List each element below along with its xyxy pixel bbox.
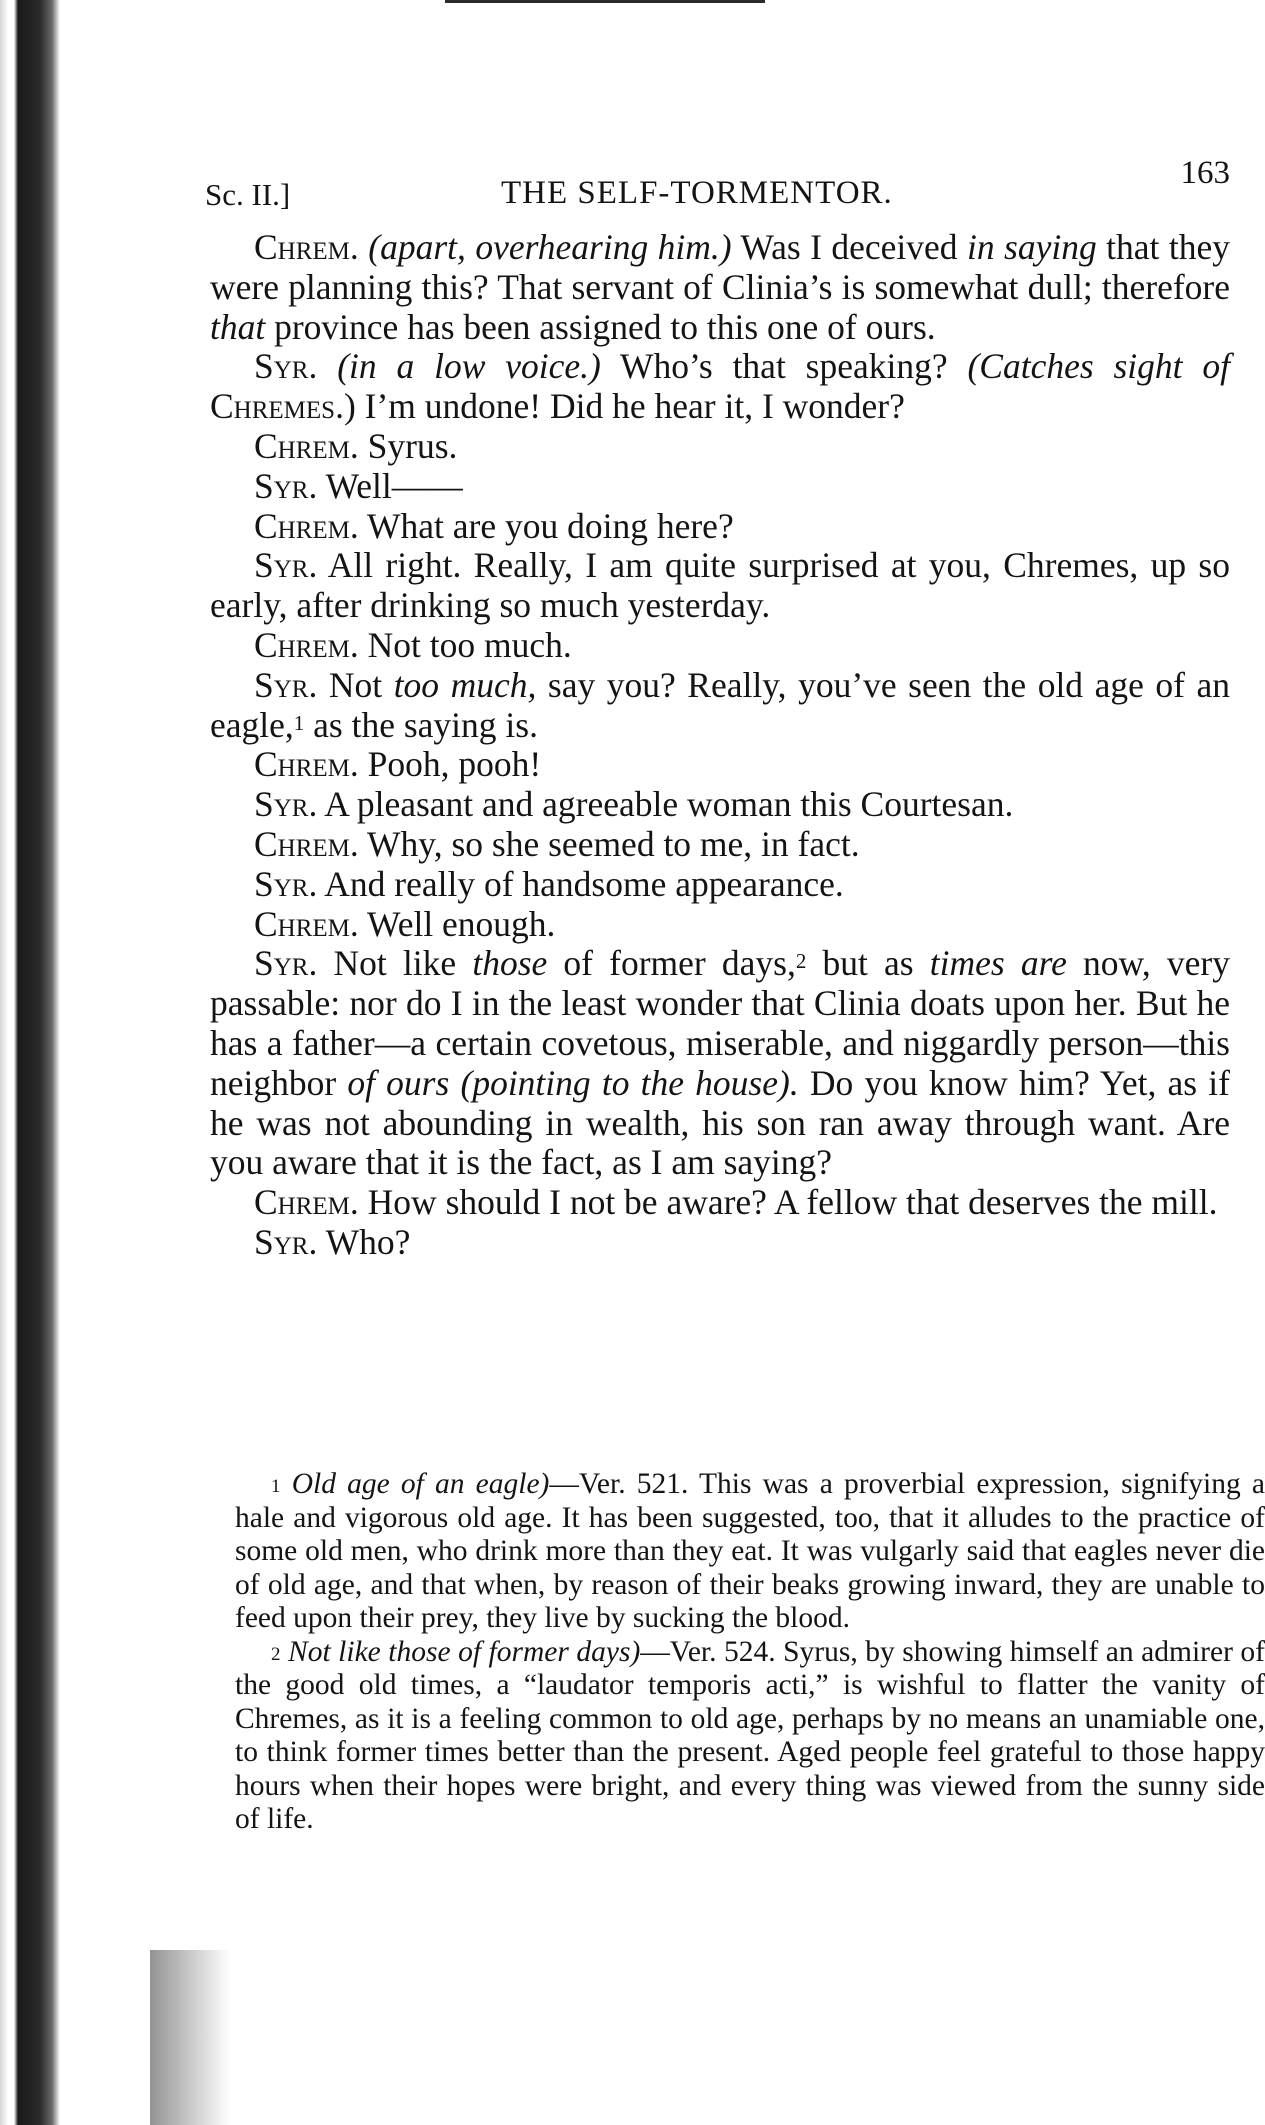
dialogue-line (210, 626, 1230, 666)
text-run (317, 346, 337, 386)
text-run (281, 1468, 292, 1500)
footnote-reference: 1 (293, 710, 305, 735)
speaker-name: Chrem. (254, 505, 359, 546)
running-header (205, 155, 1230, 215)
text-run: Chremes (210, 386, 336, 427)
text-run: Why, so she seemed to me, in fact. (358, 823, 860, 864)
text-run: Syrus. (358, 425, 458, 466)
italic-text: Not like those of former days) (288, 1635, 641, 1668)
footnote (235, 1636, 1265, 1837)
italic-text: Old age of an eagle) (291, 1468, 550, 1500)
italic-text: (apart, overhearing him.) (368, 227, 732, 267)
text-run: but as (806, 943, 930, 984)
text-run: say you? Really, you’ve seen the old age of an eagle, (210, 664, 1231, 745)
text-run: as the saying is. (304, 704, 538, 745)
dialogue-line (210, 666, 1230, 746)
text-run: How should I not be aware? A fellow that deserves the mill. (358, 1182, 1218, 1223)
section-label: Sc. II.] (205, 177, 291, 212)
dialogue-line (210, 1183, 1230, 1223)
italic-text: times are (929, 943, 1067, 984)
italic-text: (pointing to the house). (460, 1062, 799, 1103)
speaker-name: Chrem. (254, 1182, 359, 1223)
gutter-smudge (150, 1950, 230, 2125)
speaker-name: Chrem. (254, 624, 359, 665)
dialogue-line (210, 427, 1230, 467)
book-gutter-shadow (0, 0, 60, 2125)
text-run: Well enough. (358, 903, 556, 944)
speaker-name: Chrem. (254, 227, 359, 267)
italic-text: of ours (347, 1062, 450, 1103)
speaker-name: Chrem. (254, 744, 359, 785)
text-run (359, 227, 368, 267)
dialogue-line (210, 865, 1230, 905)
speaker-name: Chrem. (254, 823, 359, 864)
text-run: Well—— (317, 465, 463, 506)
running-title: THE SELF-TORMENTOR. (501, 175, 893, 211)
text-run: Not too much. (358, 624, 572, 665)
text-run: Was I deceived (731, 227, 967, 267)
speaker-name: Syr. (254, 943, 318, 984)
text-run: —Ver. 521. This was a proverbial expression, signifying a hale and vigorous old age. It has been suggested, too, that it alludes to the practice of some old men, who drink more than they eat. It was vulgarly said that eagles never die of old age, and that when, by reason of their beaks growing inward, they are unable to feed upon their prey, they live by sucking the blood. (235, 1468, 1265, 1634)
dialogue-line (210, 1223, 1230, 1263)
italic-text: in saying (966, 227, 1097, 267)
footnote-mark: 2 (271, 1643, 281, 1665)
speaker-name: Syr. (254, 346, 318, 387)
text-run: A pleasant and agreeable woman this Courtesan. (317, 784, 1014, 825)
text-run: Pooh, pooh! (358, 744, 542, 785)
footnote-mark: 1 (271, 1476, 281, 1497)
text-run: that they were planning this? That servant of Clinia’s is somewhat dull; therefore (210, 227, 1230, 307)
speaker-name: Syr. (254, 465, 318, 506)
text-run: Not (317, 664, 394, 705)
speaker-name: Syr. (254, 545, 318, 586)
text-run: And really of handsome appearance. (317, 863, 844, 904)
page-number: 163 (1180, 155, 1230, 191)
dialogue-line (210, 905, 1230, 945)
speaker-name: Syr. (254, 784, 318, 825)
text-run: All right. Really, I am quite surprised at you, Chremes, up so early, after drinking so much yesterday. (210, 545, 1230, 626)
dialogue-body (210, 228, 1230, 1263)
text-run: of former days, (547, 943, 796, 984)
text-run: —Ver. 524. Syrus, by showing himself an admirer of the good old times, a “laudator temporis acti,” is wishful to flatter the vanity of Chremes, as it is a feeling common to old age, perhaps by no means an unamiable one, to think former times better than the present. Aged people feel grateful to those happy hours when their hopes were bright, and every thing was viewed from the sunny side of life. (235, 1635, 1265, 1835)
text-run: now, very passable: nor do I in the least wonder that Clinia doats upon her. But he has a father—a certain covetous, miserable, and niggardly person—this neighbor (210, 943, 1230, 1103)
text-run (449, 1063, 460, 1103)
text-run: .) I’m undone! Did he hear it, I wonder? (335, 386, 905, 427)
text-run: province has been assigned to this one of ours. (265, 306, 936, 347)
speaker-name: Syr. (254, 863, 318, 904)
dialogue-line (210, 507, 1230, 547)
text-run: Who? (317, 1221, 411, 1262)
speaker-name: Syr. (254, 664, 318, 705)
dialogue-line (210, 546, 1230, 626)
text-run: Not like (317, 943, 473, 984)
dialogue-line (210, 347, 1230, 427)
dialogue-line (210, 944, 1230, 1183)
dialogue-line (210, 745, 1230, 785)
italic-text: those (472, 943, 548, 984)
italic-text: that (210, 306, 266, 347)
speaker-name: Syr. (254, 1221, 318, 1262)
top-edge-mark (445, 0, 765, 3)
dialogue-line (210, 825, 1230, 865)
text-run: Who’s that speaking? (600, 346, 968, 387)
text-run: Do you know him? Yet, as if he was not abounding in wealth, his son ran away through want. Are you aware that it is the fact, as I am saying? (210, 1062, 1230, 1183)
text-run (281, 1636, 289, 1668)
dialogue-line (210, 467, 1230, 507)
dialogue-line (210, 785, 1230, 825)
italic-text: (Catches sight of (967, 346, 1230, 387)
speaker-name: Chrem. (254, 425, 359, 466)
text-run: What are you doing here? (358, 505, 734, 546)
italic-text: too much, (393, 664, 537, 705)
dialogue-line (210, 228, 1230, 347)
speaker-name: Chrem. (254, 903, 359, 944)
footnote-reference: 2 (795, 949, 807, 974)
footnotes (235, 1468, 1265, 1837)
italic-text: (in a low voice.) (337, 346, 601, 387)
footnote (235, 1468, 1265, 1636)
